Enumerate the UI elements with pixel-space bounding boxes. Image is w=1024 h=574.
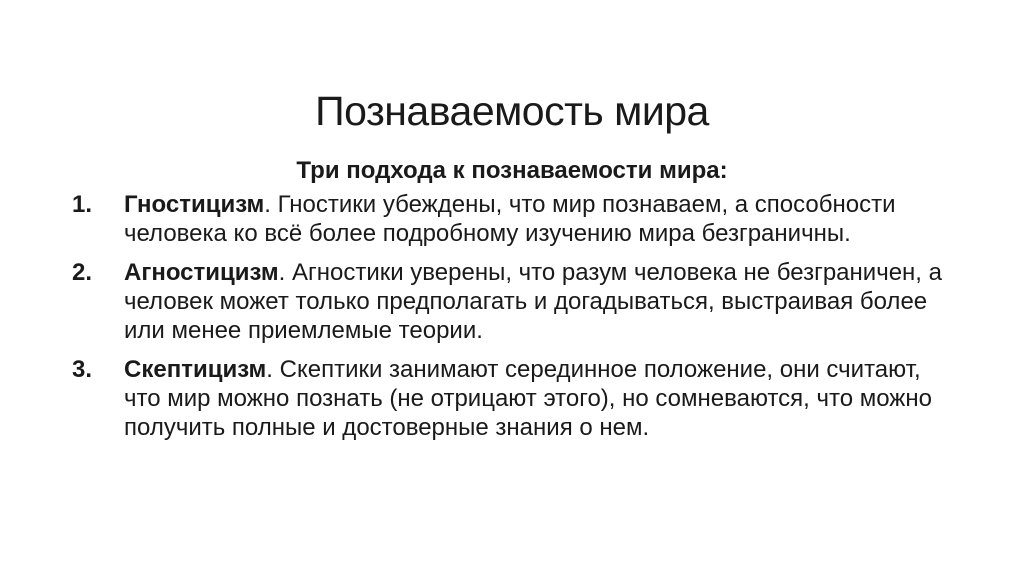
list-item-agnosticism	[72, 258, 952, 345]
list-item-number: 3.	[72, 356, 93, 383]
list-item-number: 2.	[72, 259, 93, 286]
list-item-number: 1.	[72, 191, 93, 218]
list-item-gnosticism	[72, 190, 952, 248]
list-item-skepticism	[72, 355, 952, 442]
list-item-term: Агностицизм	[124, 259, 279, 286]
slide-title: Познаваемость мира	[315, 88, 709, 135]
approaches-list	[72, 190, 952, 452]
list-item-text: . Скептики занимают серединное положение, они считают, что мир можно познать (не отрицают этого), но сомневаются, что можно получить полные и достоверные знания о нем.	[124, 356, 932, 441]
list-item-term: Гностицизм	[124, 191, 265, 218]
list-item-text: . Гностики убеждены, что мир познаваем, а способности человека ко всё более подробному изучению мира безграничны.	[124, 191, 896, 247]
list-item-text: . Агностики уверены, что разум человека не безграничен, а человек может только предполагать и догадываться, выстраивая более или менее приемлемые теории.	[124, 259, 942, 344]
slide-subtitle: Три подхода к познаваемости мира:	[296, 157, 728, 184]
list-item-term: Скептицизм	[124, 356, 267, 383]
